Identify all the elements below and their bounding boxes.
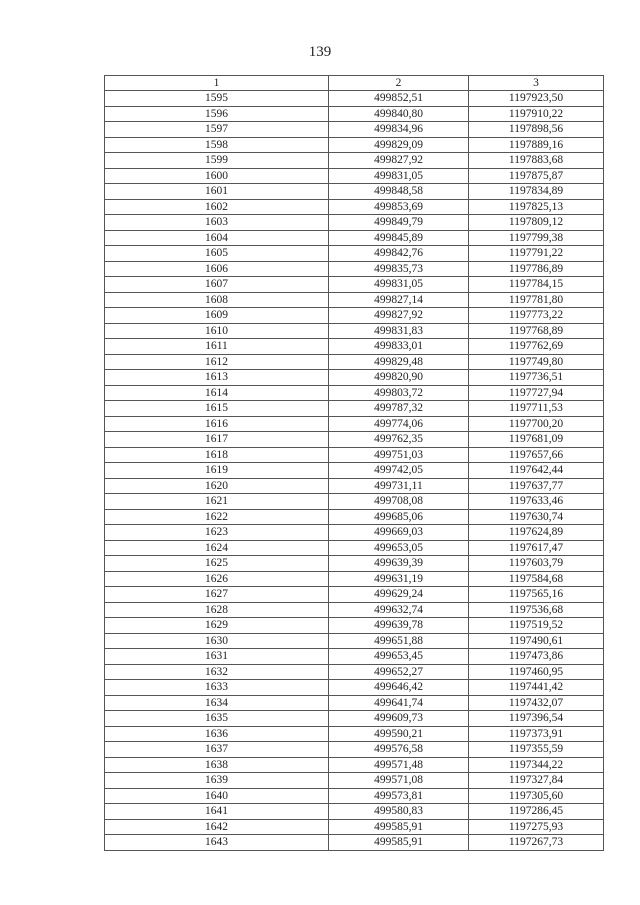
cell-y-coordinate: 1197736,51 — [469, 370, 604, 386]
cell-point-number: 1605 — [105, 246, 329, 262]
table-row — [105, 556, 604, 572]
cell-y-coordinate: 1197700,20 — [469, 416, 604, 432]
cell-x-coordinate: 499834,96 — [329, 122, 469, 138]
table-row — [105, 246, 604, 262]
cell-y-coordinate: 1197267,73 — [469, 835, 604, 851]
cell-point-number: 1641 — [105, 804, 329, 820]
cell-x-coordinate: 499829,09 — [329, 137, 469, 153]
table-row — [105, 339, 604, 355]
cell-y-coordinate: 1197825,13 — [469, 199, 604, 215]
cell-x-coordinate: 499632,74 — [329, 602, 469, 618]
cell-x-coordinate: 499787,32 — [329, 401, 469, 417]
table-row — [105, 726, 604, 742]
cell-point-number: 1614 — [105, 385, 329, 401]
table-row — [105, 525, 604, 541]
cell-y-coordinate: 1197898,56 — [469, 122, 604, 138]
cell-point-number: 1608 — [105, 292, 329, 308]
cell-point-number: 1623 — [105, 525, 329, 541]
cell-y-coordinate: 1197565,16 — [469, 587, 604, 603]
cell-y-coordinate: 1197657,66 — [469, 447, 604, 463]
table-row — [105, 540, 604, 556]
cell-point-number: 1595 — [105, 91, 329, 107]
table-header-row — [105, 76, 604, 91]
cell-x-coordinate: 499820,90 — [329, 370, 469, 386]
cell-y-coordinate: 1197786,89 — [469, 261, 604, 277]
cell-x-coordinate: 499849,79 — [329, 215, 469, 231]
table-row — [105, 587, 604, 603]
cell-point-number: 1635 — [105, 711, 329, 727]
table-row — [105, 292, 604, 308]
cell-point-number: 1610 — [105, 323, 329, 339]
cell-x-coordinate: 499580,83 — [329, 804, 469, 820]
cell-x-coordinate: 499831,05 — [329, 277, 469, 293]
cell-y-coordinate: 1197432,07 — [469, 695, 604, 711]
table-row — [105, 215, 604, 231]
table-row — [105, 494, 604, 510]
cell-y-coordinate: 1197473,86 — [469, 649, 604, 665]
cell-y-coordinate: 1197617,47 — [469, 540, 604, 556]
table-row — [105, 199, 604, 215]
cell-point-number: 1633 — [105, 680, 329, 696]
cell-point-number: 1620 — [105, 478, 329, 494]
cell-point-number: 1629 — [105, 618, 329, 634]
cell-x-coordinate: 499629,24 — [329, 587, 469, 603]
table-row — [105, 835, 604, 851]
cell-x-coordinate: 499840,80 — [329, 106, 469, 122]
cell-x-coordinate: 499827,14 — [329, 292, 469, 308]
cell-point-number: 1616 — [105, 416, 329, 432]
cell-x-coordinate: 499669,03 — [329, 525, 469, 541]
cell-point-number: 1602 — [105, 199, 329, 215]
cell-x-coordinate: 499833,01 — [329, 339, 469, 355]
cell-y-coordinate: 1197275,93 — [469, 819, 604, 835]
cell-y-coordinate: 1197784,15 — [469, 277, 604, 293]
table-row — [105, 819, 604, 835]
table-row — [105, 122, 604, 138]
table-row — [105, 633, 604, 649]
table-row — [105, 91, 604, 107]
cell-point-number: 1643 — [105, 835, 329, 851]
cell-x-coordinate: 499571,48 — [329, 757, 469, 773]
cell-point-number: 1612 — [105, 354, 329, 370]
cell-point-number: 1637 — [105, 742, 329, 758]
cell-y-coordinate: 1197799,38 — [469, 230, 604, 246]
cell-y-coordinate: 1197305,60 — [469, 788, 604, 804]
cell-point-number: 1604 — [105, 230, 329, 246]
cell-x-coordinate: 499845,89 — [329, 230, 469, 246]
table-row — [105, 804, 604, 820]
table-row — [105, 773, 604, 789]
cell-point-number: 1640 — [105, 788, 329, 804]
cell-point-number: 1603 — [105, 215, 329, 231]
table-row — [105, 664, 604, 680]
cell-x-coordinate: 499653,45 — [329, 649, 469, 665]
table-row — [105, 370, 604, 386]
table-row — [105, 649, 604, 665]
table-row — [105, 354, 604, 370]
cell-y-coordinate: 1197883,68 — [469, 153, 604, 169]
column-header-point-number: 1 — [105, 76, 329, 91]
table-row — [105, 680, 604, 696]
table-row — [105, 618, 604, 634]
cell-x-coordinate: 499571,08 — [329, 773, 469, 789]
cell-point-number: 1624 — [105, 540, 329, 556]
cell-x-coordinate: 499842,76 — [329, 246, 469, 262]
table-row — [105, 261, 604, 277]
cell-x-coordinate: 499653,05 — [329, 540, 469, 556]
cell-point-number: 1632 — [105, 664, 329, 680]
cell-x-coordinate: 499835,73 — [329, 261, 469, 277]
cell-y-coordinate: 1197603,79 — [469, 556, 604, 572]
table-row — [105, 168, 604, 184]
cell-x-coordinate: 499685,06 — [329, 509, 469, 525]
cell-point-number: 1630 — [105, 633, 329, 649]
table-row — [105, 184, 604, 200]
cell-point-number: 1621 — [105, 494, 329, 510]
cell-x-coordinate: 499641,74 — [329, 695, 469, 711]
cell-y-coordinate: 1197923,50 — [469, 91, 604, 107]
cell-point-number: 1609 — [105, 308, 329, 324]
cell-x-coordinate: 499576,58 — [329, 742, 469, 758]
table-row — [105, 571, 604, 587]
cell-x-coordinate: 499639,78 — [329, 618, 469, 634]
table-row — [105, 106, 604, 122]
cell-x-coordinate: 499852,51 — [329, 91, 469, 107]
cell-x-coordinate: 499742,05 — [329, 463, 469, 479]
cell-point-number: 1627 — [105, 587, 329, 603]
cell-y-coordinate: 1197460,95 — [469, 664, 604, 680]
cell-point-number: 1631 — [105, 649, 329, 665]
cell-x-coordinate: 499774,06 — [329, 416, 469, 432]
cell-y-coordinate: 1197584,68 — [469, 571, 604, 587]
cell-y-coordinate: 1197396,54 — [469, 711, 604, 727]
cell-point-number: 1618 — [105, 447, 329, 463]
cell-y-coordinate: 1197490,61 — [469, 633, 604, 649]
cell-y-coordinate: 1197910,22 — [469, 106, 604, 122]
cell-point-number: 1634 — [105, 695, 329, 711]
cell-y-coordinate: 1197373,91 — [469, 726, 604, 742]
cell-y-coordinate: 1197681,09 — [469, 432, 604, 448]
cell-x-coordinate: 499751,03 — [329, 447, 469, 463]
cell-x-coordinate: 499652,27 — [329, 664, 469, 680]
cell-point-number: 1598 — [105, 137, 329, 153]
cell-point-number: 1613 — [105, 370, 329, 386]
cell-y-coordinate: 1197286,45 — [469, 804, 604, 820]
cell-x-coordinate: 499853,69 — [329, 199, 469, 215]
page-number: 139 — [308, 44, 332, 60]
table-row — [105, 447, 604, 463]
cell-x-coordinate: 499631,19 — [329, 571, 469, 587]
table-row — [105, 277, 604, 293]
cell-point-number: 1622 — [105, 509, 329, 525]
cell-y-coordinate: 1197809,12 — [469, 215, 604, 231]
cell-point-number: 1628 — [105, 602, 329, 618]
table-row — [105, 385, 604, 401]
table-row — [105, 757, 604, 773]
cell-y-coordinate: 1197519,52 — [469, 618, 604, 634]
cell-x-coordinate: 499573,81 — [329, 788, 469, 804]
cell-point-number: 1615 — [105, 401, 329, 417]
cell-y-coordinate: 1197875,87 — [469, 168, 604, 184]
cell-point-number: 1625 — [105, 556, 329, 572]
cell-y-coordinate: 1197327,84 — [469, 773, 604, 789]
cell-point-number: 1606 — [105, 261, 329, 277]
cell-x-coordinate: 499708,08 — [329, 494, 469, 510]
cell-point-number: 1639 — [105, 773, 329, 789]
cell-x-coordinate: 499609,73 — [329, 711, 469, 727]
cell-x-coordinate: 499827,92 — [329, 308, 469, 324]
column-header-x-coordinate: 2 — [329, 76, 469, 91]
cell-x-coordinate: 499829,48 — [329, 354, 469, 370]
cell-y-coordinate: 1197773,22 — [469, 308, 604, 324]
table-row — [105, 153, 604, 169]
cell-y-coordinate: 1197355,59 — [469, 742, 604, 758]
cell-y-coordinate: 1197642,44 — [469, 463, 604, 479]
table-row — [105, 137, 604, 153]
cell-point-number: 1601 — [105, 184, 329, 200]
cell-x-coordinate: 499831,83 — [329, 323, 469, 339]
cell-y-coordinate: 1197749,80 — [469, 354, 604, 370]
cell-point-number: 1596 — [105, 106, 329, 122]
table-row — [105, 463, 604, 479]
cell-x-coordinate: 499848,58 — [329, 184, 469, 200]
cell-y-coordinate: 1197441,42 — [469, 680, 604, 696]
cell-x-coordinate: 499803,72 — [329, 385, 469, 401]
cell-x-coordinate: 499585,91 — [329, 835, 469, 851]
table-row — [105, 509, 604, 525]
table-row — [105, 478, 604, 494]
cell-y-coordinate: 1197727,94 — [469, 385, 604, 401]
cell-x-coordinate: 499651,88 — [329, 633, 469, 649]
cell-y-coordinate: 1197781,80 — [469, 292, 604, 308]
table-row — [105, 742, 604, 758]
cell-y-coordinate: 1197762,69 — [469, 339, 604, 355]
cell-point-number: 1642 — [105, 819, 329, 835]
cell-point-number: 1636 — [105, 726, 329, 742]
table-body — [105, 91, 604, 851]
cell-y-coordinate: 1197536,68 — [469, 602, 604, 618]
cell-point-number: 1611 — [105, 339, 329, 355]
cell-y-coordinate: 1197344,22 — [469, 757, 604, 773]
column-header-y-coordinate: 3 — [469, 76, 604, 91]
cell-x-coordinate: 499731,11 — [329, 478, 469, 494]
cell-x-coordinate: 499831,05 — [329, 168, 469, 184]
table-row — [105, 788, 604, 804]
table-row — [105, 323, 604, 339]
cell-x-coordinate: 499639,39 — [329, 556, 469, 572]
cell-x-coordinate: 499585,91 — [329, 819, 469, 835]
cell-y-coordinate: 1197791,22 — [469, 246, 604, 262]
cell-x-coordinate: 499590,21 — [329, 726, 469, 742]
table-row — [105, 602, 604, 618]
cell-y-coordinate: 1197630,74 — [469, 509, 604, 525]
cell-point-number: 1597 — [105, 122, 329, 138]
cell-y-coordinate: 1197637,77 — [469, 478, 604, 494]
cell-y-coordinate: 1197624,89 — [469, 525, 604, 541]
cell-point-number: 1617 — [105, 432, 329, 448]
cell-y-coordinate: 1197711,53 — [469, 401, 604, 417]
cell-point-number: 1599 — [105, 153, 329, 169]
cell-y-coordinate: 1197633,46 — [469, 494, 604, 510]
table-row — [105, 230, 604, 246]
cell-point-number: 1638 — [105, 757, 329, 773]
cell-point-number: 1600 — [105, 168, 329, 184]
cell-y-coordinate: 1197834,89 — [469, 184, 604, 200]
cell-y-coordinate: 1197889,16 — [469, 137, 604, 153]
cell-y-coordinate: 1197768,89 — [469, 323, 604, 339]
cell-x-coordinate: 499646,42 — [329, 680, 469, 696]
cell-point-number: 1607 — [105, 277, 329, 293]
table-row — [105, 432, 604, 448]
table-row — [105, 711, 604, 727]
table-row — [105, 401, 604, 417]
cell-x-coordinate: 499827,92 — [329, 153, 469, 169]
table-row — [105, 416, 604, 432]
table-row — [105, 695, 604, 711]
cell-point-number: 1626 — [105, 571, 329, 587]
cell-point-number: 1619 — [105, 463, 329, 479]
coordinates-table — [104, 75, 604, 851]
cell-x-coordinate: 499762,35 — [329, 432, 469, 448]
table-row — [105, 308, 604, 324]
